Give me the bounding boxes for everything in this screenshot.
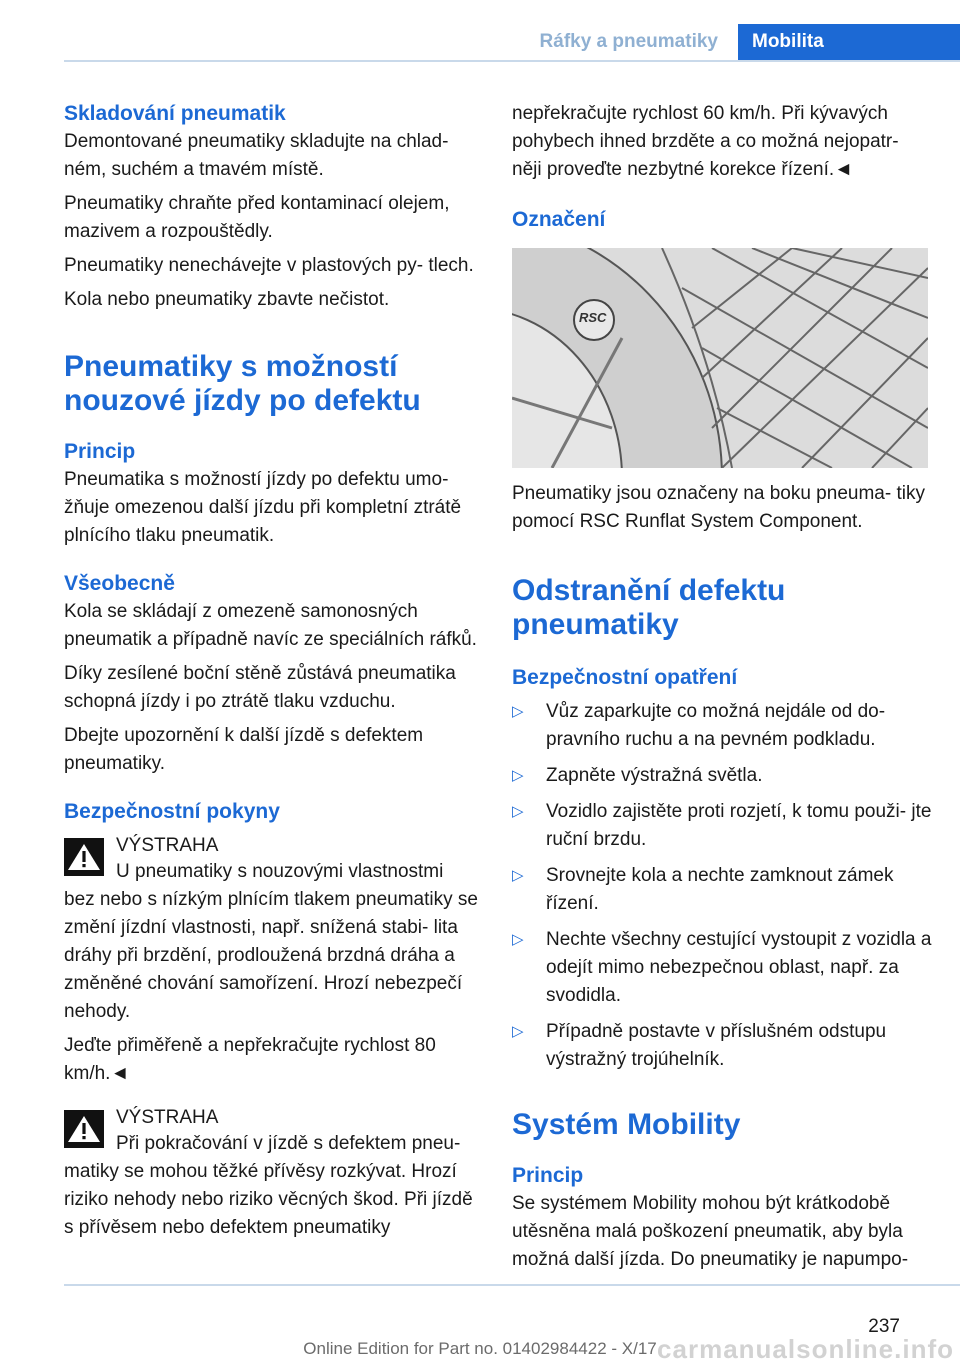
general-paragraph-3: Dbejte upozornění k další jízdě s defektem pneumatiky. xyxy=(64,725,424,774)
storage-paragraph-3: Pneumatiky nenechávejte v plastových py‐ tlech. xyxy=(64,255,474,276)
list-item: ▷ Zapněte výstražná světla. xyxy=(512,762,932,790)
general-heading: Všeobecně xyxy=(64,572,175,595)
triangle-right-icon: ▷ xyxy=(512,867,524,884)
list-item: ▷ Nechte všechny cestující vystoupit z vozidla a odejít mimo nebezpečnou oblast, např. za svodidla. xyxy=(512,926,932,1010)
mobility-heading: Systém Mobility xyxy=(512,1108,741,1141)
warning-block-1 xyxy=(64,832,478,892)
triangle-right-icon: ▷ xyxy=(512,767,524,784)
triangle-right-icon: ▷ xyxy=(512,1023,524,1040)
warning-triangle-icon xyxy=(64,1110,104,1148)
general-paragraph-2: Díky zesílené boční stěně zůstává pneumatika schopná jízdy i po ztrátě tlaku vzduchu. xyxy=(64,663,456,712)
continued-paragraph: nepřekračujte rychlost 60 km/h. Při kývavých pohybech ihned brzděte a co možná nejopatr‐ něji proveďte nezbytné korekce řízení.◄ xyxy=(512,103,899,180)
repair-heading: Odstranění defektu pneumatiky xyxy=(512,574,786,641)
storage-paragraph-4: Kola nebo pneumatiky zbavte nečistot. xyxy=(64,289,390,310)
marking-heading: Označení xyxy=(512,208,606,231)
storage-paragraph-2: Pneumatiky chraňte před kontaminací olejem, mazivem a rozpouštědly. xyxy=(64,193,450,242)
header-divider xyxy=(64,60,960,62)
page-header xyxy=(64,24,960,62)
triangle-right-icon: ▷ xyxy=(512,931,524,948)
header-chapter-tab[interactable]: Mobilita xyxy=(738,24,960,62)
triangle-right-icon: ▷ xyxy=(512,803,524,820)
mobility-principle-heading: Princip xyxy=(512,1164,584,1187)
rsc-logo: RSC xyxy=(579,310,607,325)
edition-text: Online Edition for Part no. 01402984422 - X/17 xyxy=(303,1339,657,1358)
list-item: ▷ Vůz zaparkujte co možná nejdále od do‐ pravního ruchu a na pevném podkladu. xyxy=(512,698,932,754)
right-column xyxy=(512,100,932,1280)
marking-paragraph: Pneumatiky jsou označeny na boku pneuma‐ tiky pomocí RSC Runflat System Component. xyxy=(512,483,925,532)
principle-paragraph: Pneumatika s možností jízdy po defektu umo‐ žňuje omezenou další jízdu při kompletní ztrátě plnícího tlaku pneumatik. xyxy=(64,469,462,546)
runflat-heading: Pneumatiky s možností nouzové jízdy po defektu xyxy=(64,350,421,417)
left-column xyxy=(64,100,478,1248)
mobility-paragraph: Se systémem Mobility mohou být krátkodobě utěsněna malá poškození pneumatik, aby byla možná další jízda. Do pneumatiky je napumpo‐ xyxy=(512,1193,909,1270)
triangle-right-icon: ▷ xyxy=(512,703,524,720)
principle-heading: Princip xyxy=(64,440,136,463)
warning-1-text-2: Jeďte přiměřeně a nepřekračujte rychlost 80 km/h.◄ xyxy=(64,1035,436,1084)
general-paragraph-1: Kola se skládají z omezeně samonosných pneumatik a případně navíc ze speciálních ráfků. xyxy=(64,601,477,650)
watermark: carmanualsonline.info xyxy=(657,1334,954,1364)
warning-triangle-icon xyxy=(64,838,104,876)
safety-measures-list xyxy=(512,698,932,1074)
storage-heading: Skladování pneumatik xyxy=(64,102,286,125)
page-number: 237 xyxy=(868,1316,900,1337)
warning-2-text: Při pokračování v jízdě s defektem pneu‐ matiky se mohou těžké přívěsy rozkývat. Hrozí riziko nehody nebo riziko věcných škod. Při jízdě s přívěsem nebo defektem pneumatiky xyxy=(64,1133,473,1238)
list-item: ▷ Vozidlo zajistěte proti rozjetí, k tomu použi‐ jte ruční brzdu. xyxy=(512,798,932,854)
safety-heading: Bezpečnostní pokyny xyxy=(64,800,280,823)
footer-divider xyxy=(64,1284,960,1286)
storage-paragraph-1: Demontované pneumatiky skladujte na chlad‐ ném, suchém a tmavém místě. xyxy=(64,131,449,180)
warning-block-2 xyxy=(64,1104,478,1164)
tire-sidewall-image xyxy=(512,248,928,468)
warning-1-label: VÝSTRAHA xyxy=(116,835,219,856)
header-section-tab[interactable]: Ráfky a pneumatiky xyxy=(539,31,718,52)
warning-2-label: VÝSTRAHA xyxy=(116,1107,219,1128)
list-item: ▷ Případně postavte v příslušném odstupu výstražný trojúhelník. xyxy=(512,1018,932,1074)
warning-1-text: U pneumatiky s nouzovými vlastnostmi bez nebo s nízkým plnícím tlakem pneumatiky se změní jízdní vlastnosti, např. snížená stabi‐ lita dráhy při brzdění, prodloužená brzdná dráha a změněné chování samořízení. Hrozí nebezpečí nehody. xyxy=(64,861,478,1022)
measures-heading: Bezpečnostní opatření xyxy=(512,666,738,689)
list-item: ▷ Srovnejte kola a nechte zamknout zámek řízení. xyxy=(512,862,932,918)
